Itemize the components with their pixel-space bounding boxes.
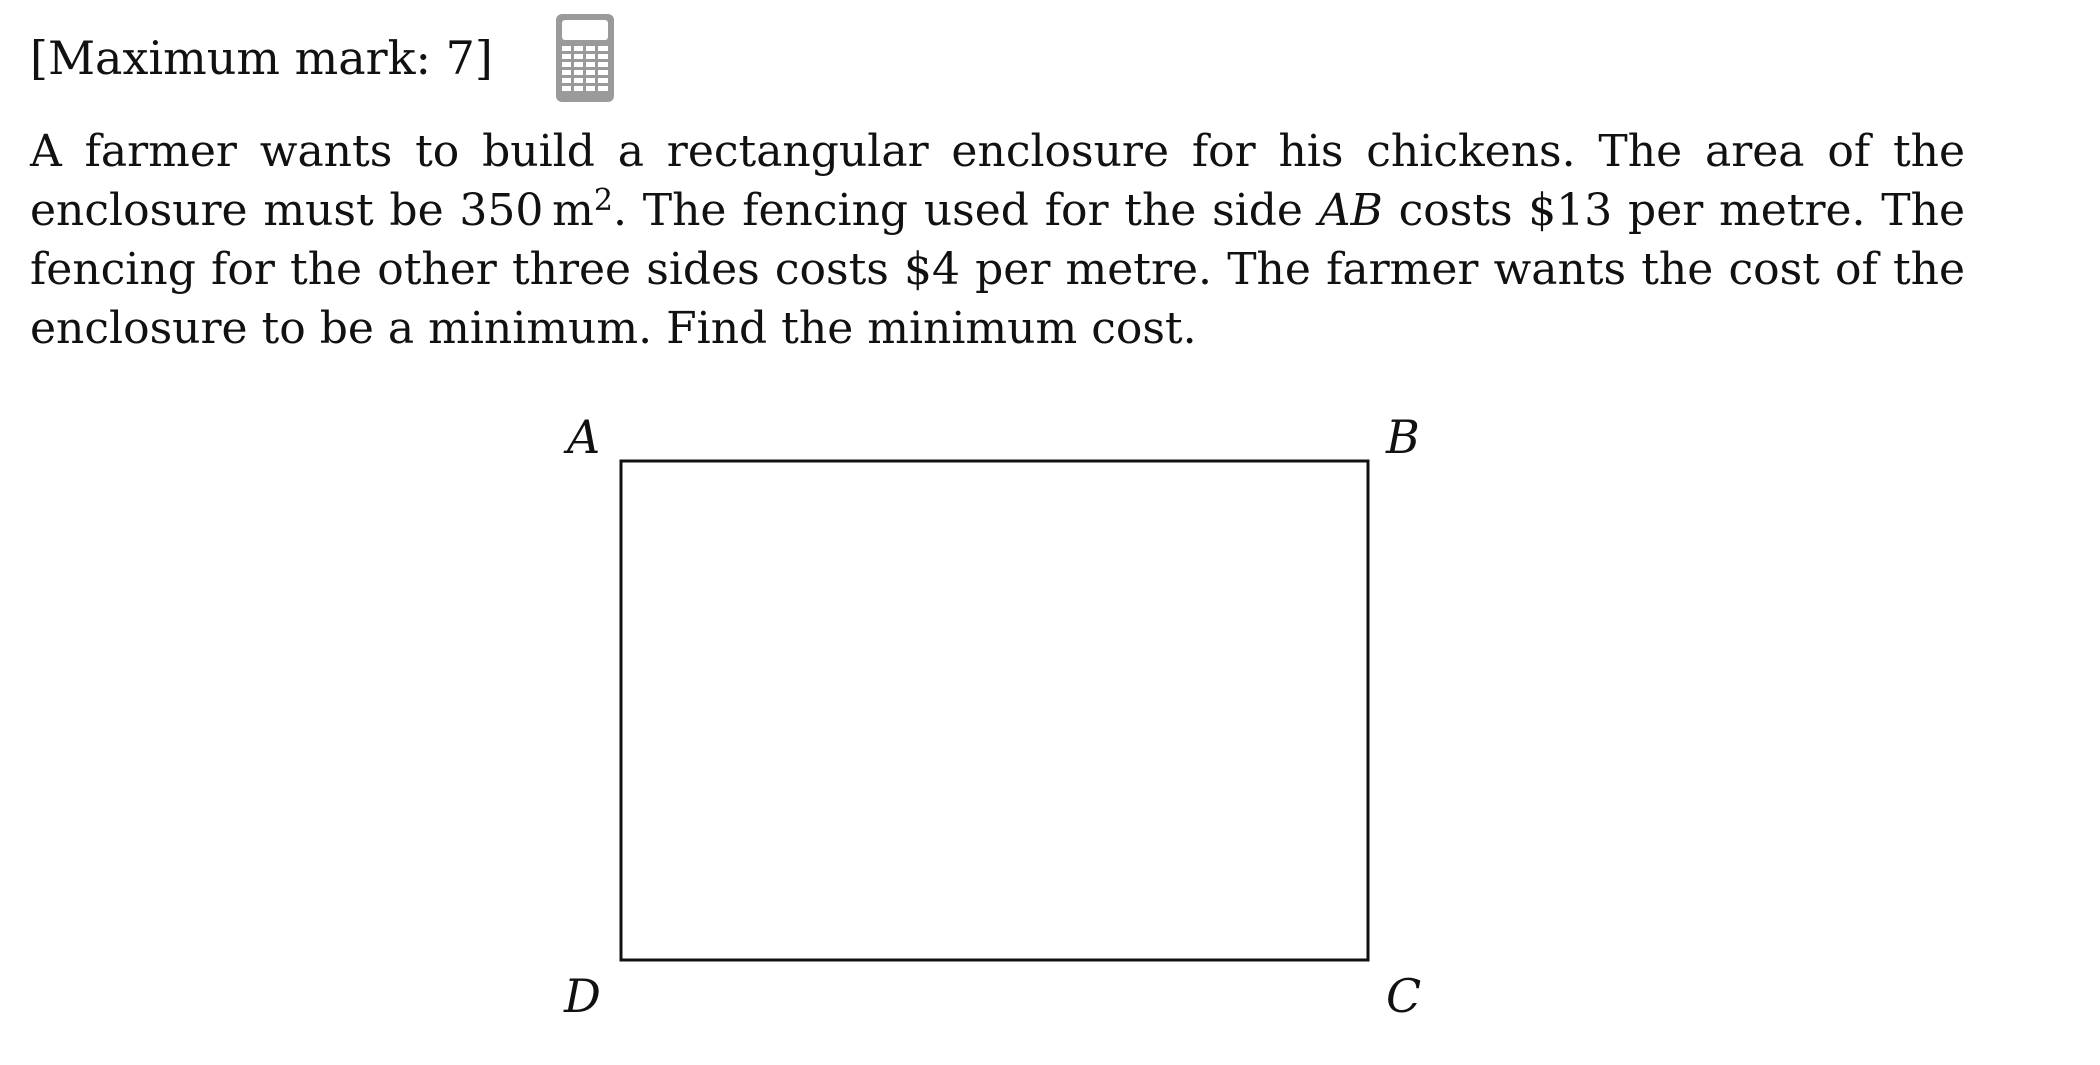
maximum-mark-label: [Maximum mark: 7] <box>30 30 493 85</box>
vertex-label-c: C <box>1386 969 1422 1023</box>
side-ab-label: AB <box>1318 185 1383 236</box>
question-text-part-2: . The fencing used for the side <box>612 185 1319 236</box>
calculator-icon <box>555 13 615 103</box>
question-header <box>30 10 615 105</box>
area-unit: m <box>552 185 594 236</box>
question-text <box>30 122 1965 358</box>
area-unit-power: 2 <box>593 183 613 218</box>
vertex-label-a: A <box>567 410 601 464</box>
vertex-label-d: D <box>564 969 601 1023</box>
question-text-part-1: A farmer wants to build a rectangular enclosure for his chickens. The area of the enclosure must be 350 <box>30 126 1965 236</box>
vertex-label-b: B <box>1386 410 1420 464</box>
enclosure-rectangle <box>621 461 1368 960</box>
question-text-part-3: costs $13 per metre. The fencing for the other three sides costs $4 per metre. The farmer wants the cost of the enclosure to be a minimum. Find the minimum cost. <box>30 185 1966 354</box>
